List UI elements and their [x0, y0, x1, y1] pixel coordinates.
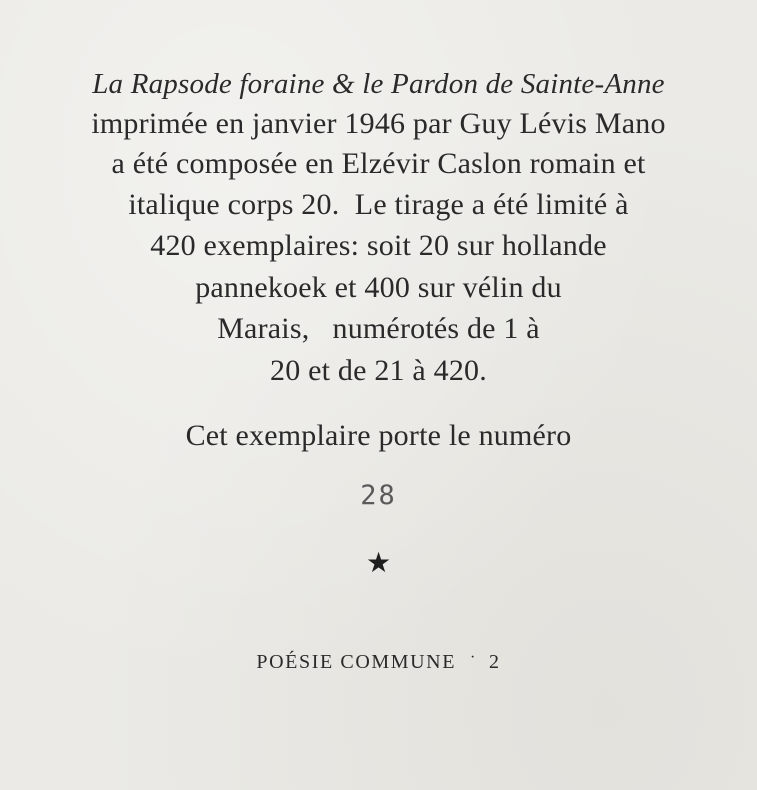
copy-number: 28: [360, 480, 397, 511]
colophon-line-7: 20 et de 21 à 420.: [270, 354, 487, 387]
colophon-line-4: 420 exemplaires: soit 20 sur hollande: [150, 229, 607, 262]
star-ornament-icon: ★: [365, 548, 392, 579]
collection-number: 2: [488, 651, 501, 673]
colophon-line-3: italique corps 20. Le tirage a été limité à: [128, 188, 629, 221]
colophon-line-2: a été composée en Elzévir Caslon romain et: [111, 147, 646, 180]
colophon-line-6: Marais, numérotés de 1 à: [217, 312, 540, 345]
title-line: La Rapsode foraine & le Pardon de Sainte-Anne: [92, 68, 665, 100]
collection-footer: [0, 648, 757, 678]
collection-name: POÉSIE COMMUNE: [256, 651, 457, 673]
colophon-line-5: pannekoek et 400 sur vélin du: [195, 271, 562, 304]
colophon-line-1: imprimée en janvier 1946 par Guy Lévis Mano: [91, 107, 666, 140]
copy-statement: Cet exemplaire porte le numéro: [185, 419, 572, 452]
collection-separator: ·: [470, 649, 477, 666]
